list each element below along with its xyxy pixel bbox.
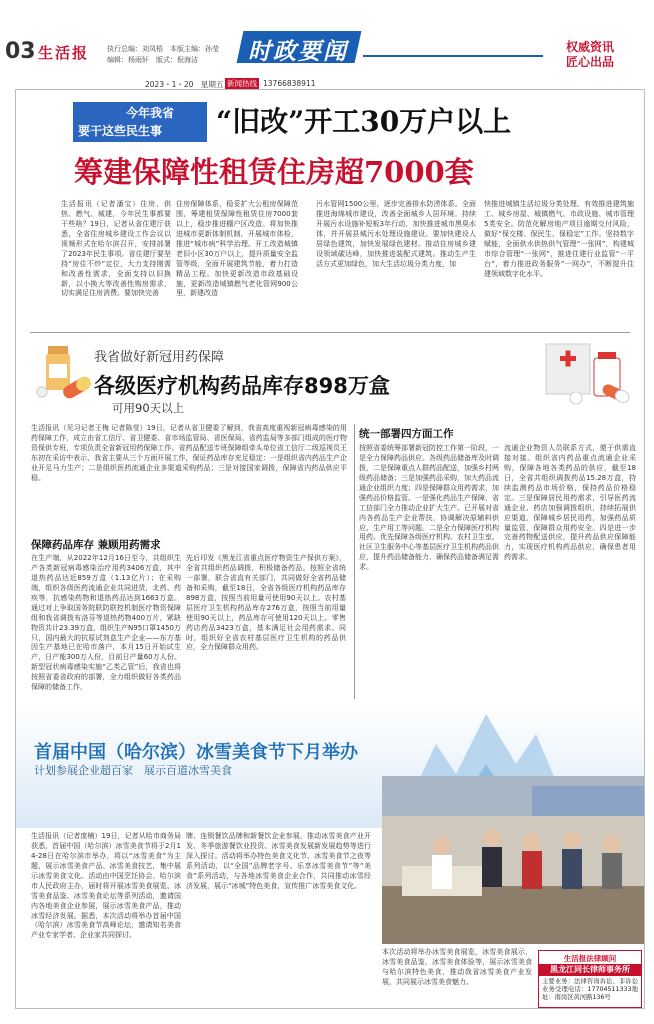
article2-subheading-2: 统一部署四方面工作 <box>359 428 454 440</box>
article1-col-2: 住房保障体系，稳妥扩大公租房保障范围，筹建租赁保障性租赁住房7000套以上，稳步推进棚户区改造。将加快推进城市更新体制机制，开展城市体检，推进“城市病”科学治理。开工改造城镇老旧小区30万户以上，提升质量安全监管等级，全面开展建筑节能，着力打造精品工程。加快更新改造市政基础设施，更新改造城镇燃气老化管网900公里，新建改造 <box>176 200 298 298</box>
article1-col-3: 污水管网1500公里，逐步完善排水防涝体系。全面推进海绵城市建设，改善全面城乡人居环境。持续开展污水设施补短板3年行动，加快推进城市黑臭水体，并开展县城污水处理设施建设。要加快建设人居绿色建筑，加快发展绿色建材。推动住房城乡建设领域碳达峰，加快推进装配式建筑。推动生产生活方式更加绿色，加大生活垃圾分类力度，加 <box>316 200 476 268</box>
section-editor: 本版主编：孙莹 <box>170 45 219 53</box>
article2-col-4: 流通企业物资人员联系方式，便于供需直接对接。组织省内药品重点流通企业采购，保障各地各类药品的供应，截至18日，全省共组织调拨药品15.28万盒，持续监测药品市场价格，保持药品价格稳定。三是保障居民用药需求，引导医药流通企业、药店加强调拨组织，持续拓展供应渠道，保障城乡居民用药，加强药品质量监管，保障群众用药安全。四是进一步完善药物配送供应，提升药品供应保障能力，实现医疗机构药品供应，确保患者用药需求。 <box>504 444 636 562</box>
ad-title-2: 黑龙江同长律师事务所 <box>539 964 641 976</box>
medicine-box-illustration <box>536 338 636 408</box>
article2-kicker: 我省做好新冠用药保障 <box>94 350 225 365</box>
article1-kicker-2: 要干这些民生事 <box>78 124 163 138</box>
housing-article <box>16 90 644 330</box>
article2-col-3: 按照省委统筹部署新冠防控工作第一阶段，一是全力保障药品供应。各级药品储备库及时调拨，二是保障重点人群药品配送，加强乡村两级药品储备；三是加强药品采购，加大药品流通企业组织力度；四是保障群众用药需求，加强药品价格监管。一是强化药品生产保障，省工信部门全力推动企业扩大生产。已开展对省内各药品生产企业帮扶，协调解决原辅料供应、生产用工等问题。二是全力保障医疗机构用药。优先保障各级医疗机构、农村卫生室、社区卫生服务中心等基层医疗卫生机构药品供应，提升药品储备能力，确保药品储备满足需求。 <box>359 444 499 572</box>
food-festival-article <box>16 704 644 1008</box>
article2-subhead: 可用90天以上 <box>112 401 185 415</box>
festival-photo <box>382 776 644 944</box>
exec-editor: 执行总编：刘凤梧 <box>107 45 163 53</box>
article1-col-1: 生活报讯（记者潘宝）住房、供热、燃气、城建，今年民生事都要干些啥？19日，记者从省住建厅获悉，全省住房城乡建设工作会议以视频形式在哈尔滨召开，安排部署了2023年民生事项。省住建厅要坚持“房住不炒”定位，大力支持刚需和改善性需求，全面支持以旧换新，以小换大等改善性购房需求，切实满足住房消费。要加快完善 <box>61 200 171 298</box>
editor: 编辑：杨雨轩 <box>107 55 149 64</box>
page-number: 03 <box>5 39 36 64</box>
section-title: 时政要闻 <box>248 39 348 65</box>
article2-col-2: 先后印发《黑龙江省重点医疗物资生产保供方案》，全省共组织药品调拨，积极储备药品。按照全省统一部署，联合省直有关部门，共同做好全省药品储备和采购，截至18日，全省各级医疗机构药品库存898万盒，按照当前用量可使用90天以上。农村基层医疗卫生机构药品库存276万盒，按照当前用量使用90天以上，药品库存可使用120天以上。零售药店药品3423万盒，基本满足社会用药需求。同时，组织好全省农村基层医疗卫生机构的药品供应，全力保障群众用药。 <box>186 554 346 652</box>
legal-ad <box>538 950 642 1008</box>
designer: 版式：倪海洁 <box>156 55 198 64</box>
divider <box>30 332 630 333</box>
article1-headline: “旧改”开工30万户以上 <box>216 105 512 138</box>
ad-title-1: 生活报法律顾问 <box>563 954 617 963</box>
hotline-label: 新闻热线 <box>227 79 257 88</box>
article2-headline: 各级医疗机构药品库存898万盒 <box>94 374 390 398</box>
slogan-2: 匠心出品 <box>566 55 615 69</box>
brand-logo: 生活报 <box>38 44 90 62</box>
article2-subheading-1: 保障药品库存 兼顾用药需求 <box>31 539 161 551</box>
article3-col-3: 本次活动将举办冰雪美食展览，冰雪美食展示，冰雪美食品鉴，冰雪美食体验等，展示冰雪美食与哈尔滨特色美食，推动我省冰雪美食产业发展，共同展示冰雪美食魅力。 <box>382 948 532 986</box>
article3-col-1: 生活报讯（记者庞楠）19日，记者从哈市商务局获悉，首届中国（哈尔滨）冰雪美食节将于2月14-28日在哈尔滨市举办，将以“冰雪美食”为主题，展示冰雪美食产品、冰雪美食技艺，集中展示冰雪美食文化。活动由中国烹饪协会、哈尔滨市人民政府主办，届时将开展冰雪美食展览、冰雪美食品鉴、冰雪美食论坛等系列活动，邀请国内各地美食企业参展，展示冰雪美食产品，推动冰雪经济发展。据悉，本次活动将举办首届中国（哈尔滨）冰雪美食节高峰论坛，邀请知名美食产业专家学者、企业家共同探讨。 <box>31 832 181 940</box>
article3-subhead: 计划参展企业超百家 展示百道冰雪美食 <box>34 764 232 777</box>
issue-date: 2023・1・20 星期五 <box>145 80 224 89</box>
article3-headline: 首届中国（哈尔滨）冰雪美食节下月举办 <box>34 742 358 763</box>
article3-col-2: 牌、连锁餐饮品牌和新餐饮企业参展，推动冰雪美食产业开发、冬季旅游餐饮业投资、冰雪美食发展新发展趋势等进行深入探讨。活动将举办特色美食文化节、冰雪美食节之夜等系列活动，以“全国”品牌老字号、乐享冰雪美食节”等“美食”系列活动，与各地冰雪美食企业合作，共同推动冰雪经济发展，展示“冰城”特色美食，宣传推广冰雪美食文化。 <box>186 832 371 890</box>
article2-lead: 生活报讯（见习记者王梅 记者陈莹）19日，记者从省卫健委了解到，我省高度重视新冠病毒感染的用药保障工作，成立由省工信厅、省卫健委、省市场监管局、省医保局、省药监局等多部门组成的医疗物资保供专班，专项负责全省新冠用药保障工作。省药品配送专班保障组牵头单位省工信厅二级巡视员王东初在采访中表示，我省主要从三个方面开展工作，保证药品库存充足稳定：一是组织省内药品生产企业开足马力生产；二是组织医药流通企业多渠道采购药品；三是对接国家调拨，保障省内药品供应平稳。 <box>31 424 347 482</box>
ad-text: 主要业务：法律咨询诉讼、非诉讼业务受理电话：17704511333地址：南岗区黄河路136号 <box>542 978 638 1002</box>
column-divider <box>354 424 355 699</box>
medicine-article <box>16 334 644 704</box>
slogan-1: 权威资讯 <box>566 40 615 54</box>
article1-kicker-1: 今年我省 <box>126 106 175 120</box>
hotline-number: 13766838911 <box>263 79 316 88</box>
article1-col-4: 快推进城镇生活垃圾分类处理。有效推进建筑施工、城乡房屋、城镇燃气、市政设施、城市管理5类安全。防范化解房地产项目逾期交付风险，做好“保交楼、保民生、保稳定”工作。坚持数字赋能，全面供水供热供气管理“一张网”，构建城市综合管理“一张网”，推进住建行业监管“一平台”，着力推进政务服务“一网办”，不断提升住建领域数字化水平。 <box>484 200 634 278</box>
article1-subhead: 筹建保障性租赁住房超7000套 <box>74 155 474 189</box>
article2-col-1: 在生产端，从2022年12月16日至今，共组织生产各类新冠病毒感染治疗用药3406万盒，其中退热药品达近859万盒（1.13亿片）；在采购端，组织各级医药流通企业共同进货，北药、药疾等，抗感染药物和退热药品达到1663万盒。通过对上争取国务院联防联控机制医疗物资保障组和我省调拨布洛芬等退热药物400万片，紧缺物资共计23.39万盒，组织生产N95口罩1450万只，国内最大的抗原试剂盒生产企业——东方基因生产基地已在哈市落户，本月15日开始试生产，日产能300万人份，目前日产量60万人份。新型冠状病毒感染实施“乙类乙管”后，我省也将按照省委省政府的部署，全力组织做好各类药品保障的储备工作， <box>31 554 181 692</box>
masthead <box>0 0 654 89</box>
pills-illustration <box>34 342 96 402</box>
